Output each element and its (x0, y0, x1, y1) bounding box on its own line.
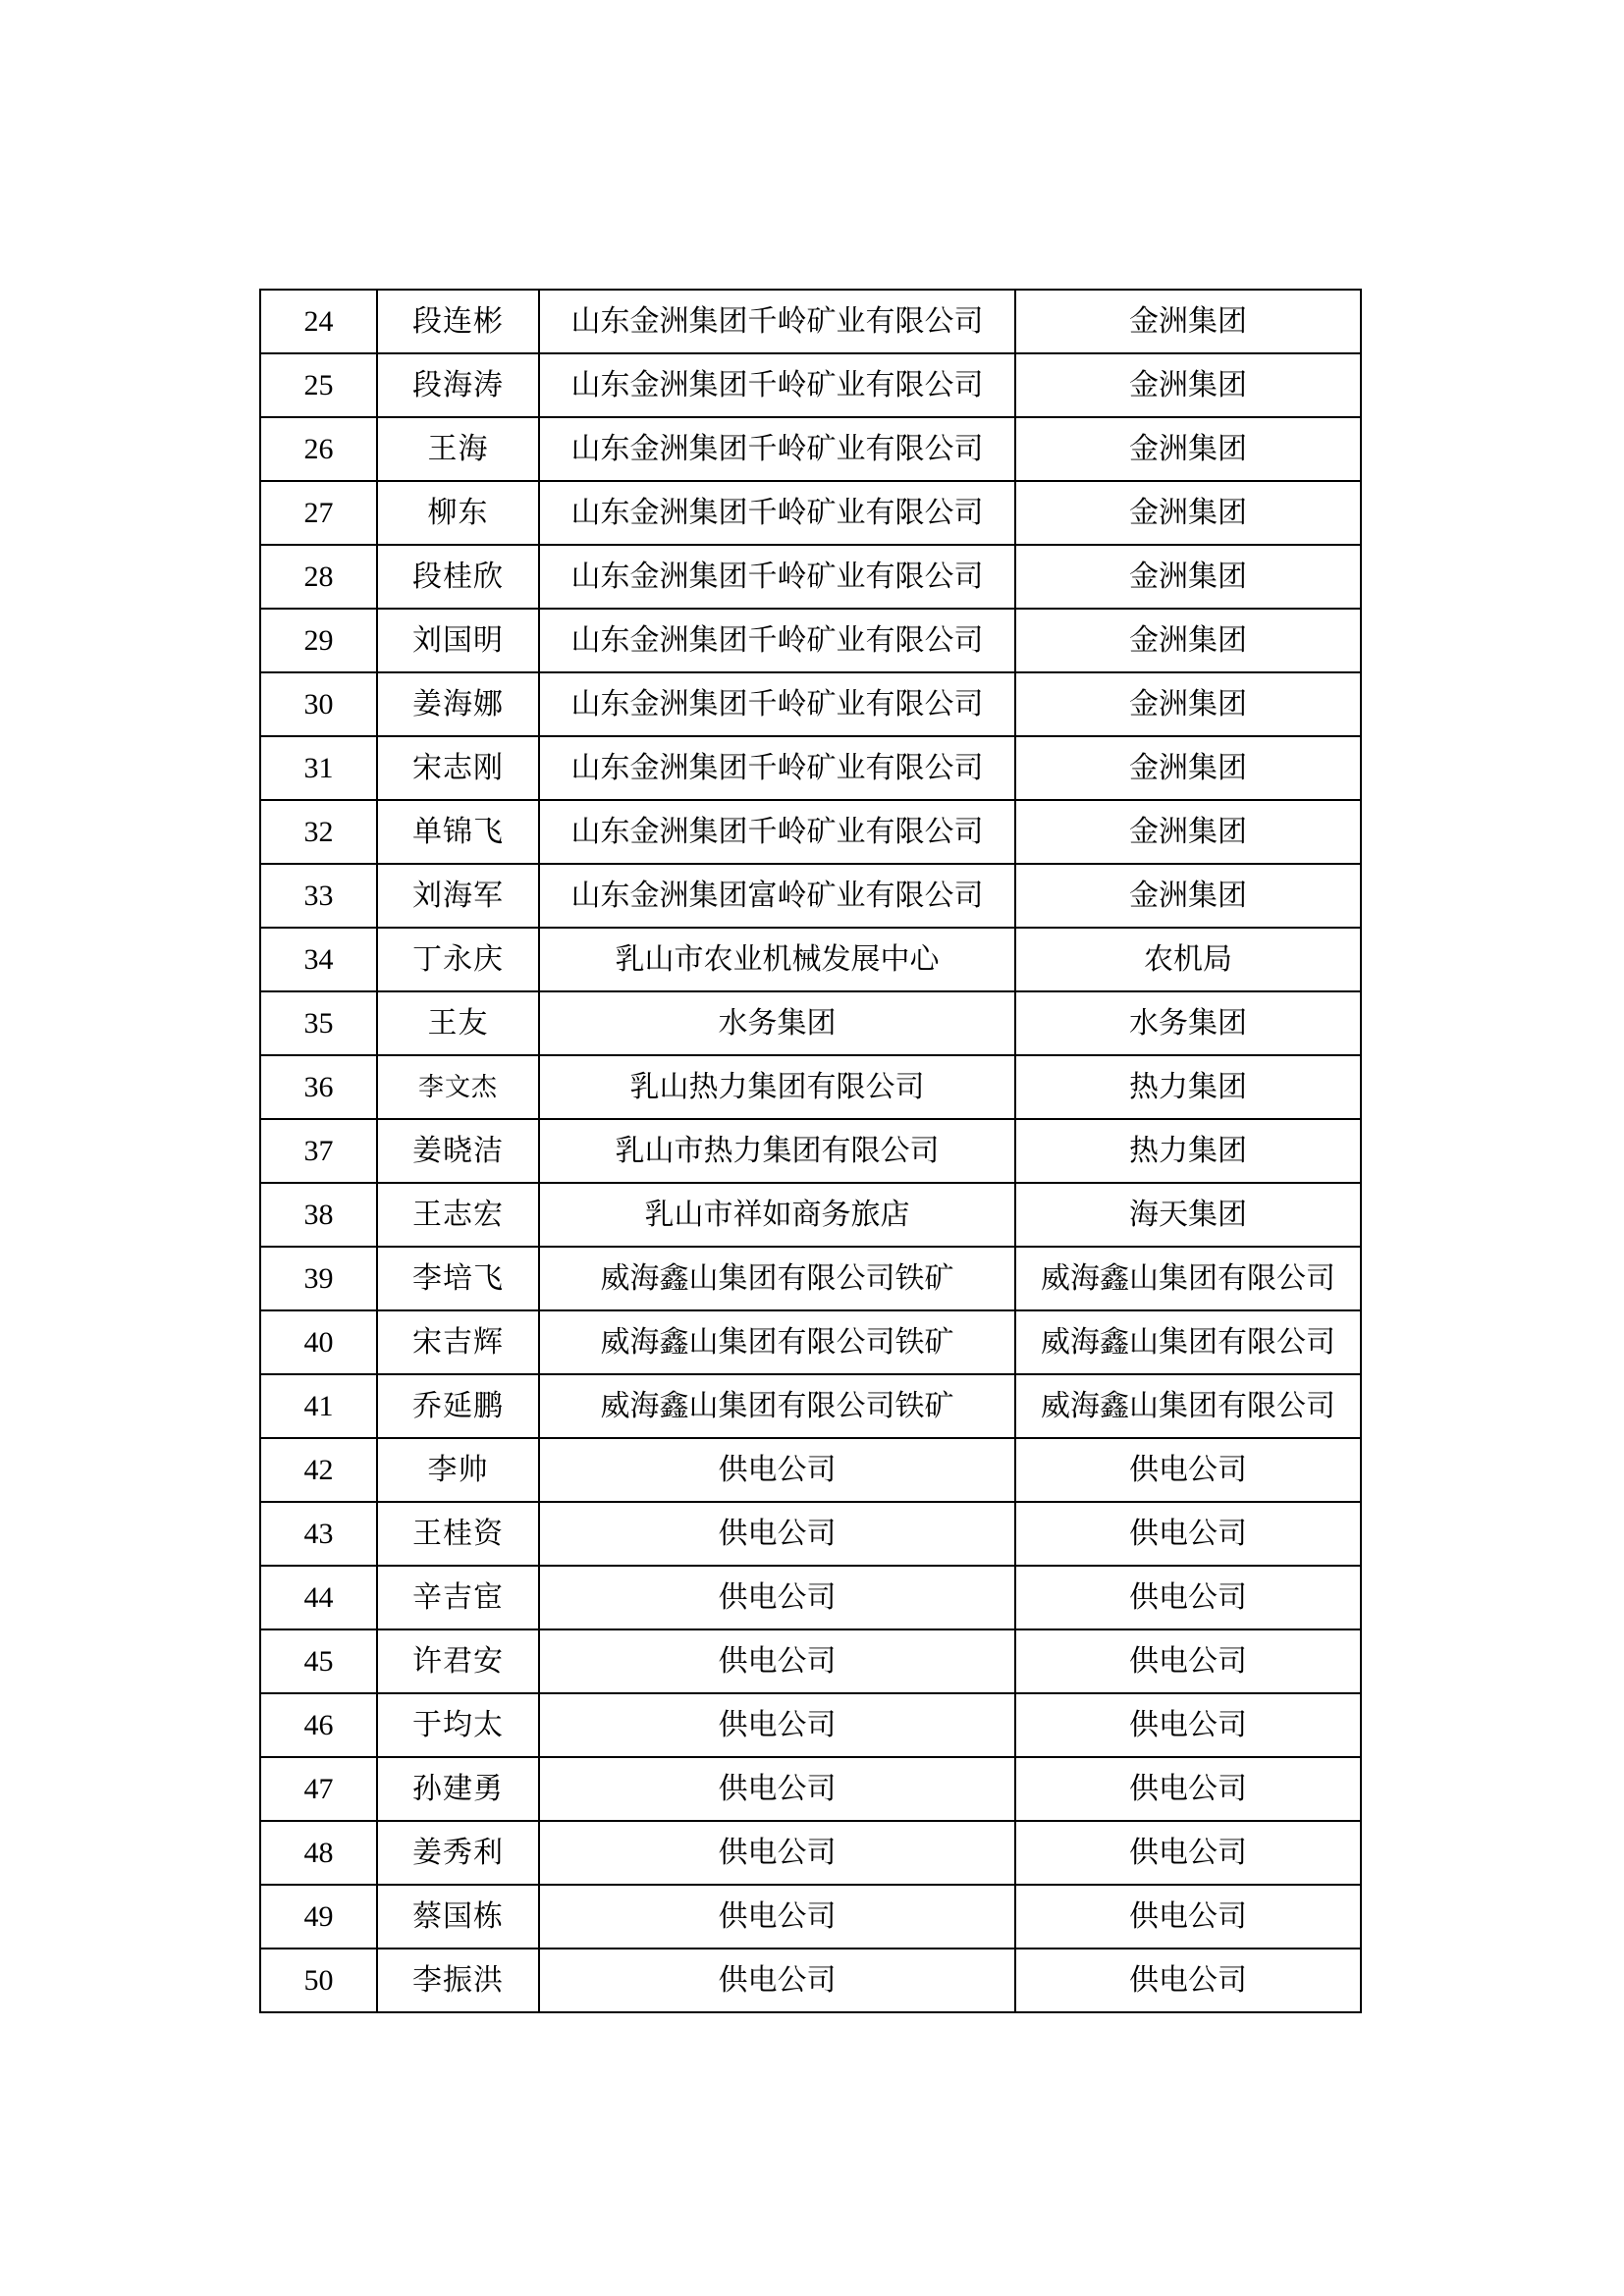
table-row (260, 1566, 1361, 1629)
parent-group-cell: 供电公司 (1015, 1502, 1361, 1566)
row-number-cell: 30 (260, 672, 377, 736)
parent-group-cell: 金洲集团 (1015, 609, 1361, 672)
table-row (260, 1310, 1361, 1374)
person-name-cell: 柳东 (377, 481, 539, 545)
work-unit-cell: 供电公司 (539, 1949, 1015, 2012)
work-unit-cell: 供电公司 (539, 1885, 1015, 1949)
work-unit-cell: 供电公司 (539, 1438, 1015, 1502)
table-row (260, 1885, 1361, 1949)
row-number-cell: 40 (260, 1310, 377, 1374)
parent-group-cell: 农机局 (1015, 928, 1361, 991)
table-row (260, 991, 1361, 1055)
parent-group-cell: 供电公司 (1015, 1885, 1361, 1949)
work-unit-cell: 山东金洲集团千岭矿业有限公司 (539, 417, 1015, 481)
row-number-cell: 38 (260, 1183, 377, 1247)
parent-group-cell: 海天集团 (1015, 1183, 1361, 1247)
parent-group-cell: 金洲集团 (1015, 672, 1361, 736)
row-number-cell: 44 (260, 1566, 377, 1629)
work-unit-cell: 山东金洲集团千岭矿业有限公司 (539, 672, 1015, 736)
parent-group-cell: 金洲集团 (1015, 736, 1361, 800)
row-number-cell: 37 (260, 1119, 377, 1183)
table-row (260, 481, 1361, 545)
row-number-cell: 34 (260, 928, 377, 991)
person-name-cell: 姜秀利 (377, 1821, 539, 1885)
work-unit-cell: 乳山市热力集团有限公司 (539, 1119, 1015, 1183)
table-row (260, 545, 1361, 609)
parent-group-cell: 威海鑫山集团有限公司 (1015, 1247, 1361, 1310)
row-number-cell: 48 (260, 1821, 377, 1885)
table-row (260, 1055, 1361, 1119)
row-number-cell: 49 (260, 1885, 377, 1949)
person-name-cell: 单锦飞 (377, 800, 539, 864)
parent-group-cell: 热力集团 (1015, 1119, 1361, 1183)
person-name-cell: 王海 (377, 417, 539, 481)
person-name-cell: 孙建勇 (377, 1757, 539, 1821)
table-row (260, 290, 1361, 353)
person-name-cell: 刘海军 (377, 864, 539, 928)
person-name-cell: 段海涛 (377, 353, 539, 417)
row-number-cell: 27 (260, 481, 377, 545)
parent-group-cell: 供电公司 (1015, 1949, 1361, 2012)
work-unit-cell: 乳山市农业机械发展中心 (539, 928, 1015, 991)
work-unit-cell: 乳山热力集团有限公司 (539, 1055, 1015, 1119)
work-unit-cell: 山东金洲集团千岭矿业有限公司 (539, 800, 1015, 864)
work-unit-cell: 供电公司 (539, 1629, 1015, 1693)
parent-group-cell: 热力集团 (1015, 1055, 1361, 1119)
parent-group-cell: 金洲集团 (1015, 545, 1361, 609)
row-number-cell: 42 (260, 1438, 377, 1502)
parent-group-cell: 金洲集团 (1015, 353, 1361, 417)
table-row (260, 353, 1361, 417)
person-name-cell: 李培飞 (377, 1247, 539, 1310)
table-row (260, 736, 1361, 800)
table-row (260, 417, 1361, 481)
table-row (260, 800, 1361, 864)
table-row (260, 1757, 1361, 1821)
person-name-cell: 辛吉宦 (377, 1566, 539, 1629)
row-number-cell: 50 (260, 1949, 377, 2012)
person-name-cell: 乔延鹏 (377, 1374, 539, 1438)
work-unit-cell: 供电公司 (539, 1566, 1015, 1629)
work-unit-cell: 供电公司 (539, 1821, 1015, 1885)
parent-group-cell: 水务集团 (1015, 991, 1361, 1055)
table-row (260, 928, 1361, 991)
table-row (260, 672, 1361, 736)
parent-group-cell: 金洲集团 (1015, 417, 1361, 481)
person-name-cell: 姜晓洁 (377, 1119, 539, 1183)
work-unit-cell: 山东金洲集团千岭矿业有限公司 (539, 481, 1015, 545)
parent-group-cell: 供电公司 (1015, 1438, 1361, 1502)
person-name-cell: 王友 (377, 991, 539, 1055)
row-number-cell: 41 (260, 1374, 377, 1438)
work-unit-cell: 威海鑫山集团有限公司铁矿 (539, 1374, 1015, 1438)
person-name-cell: 姜海娜 (377, 672, 539, 736)
person-name-cell: 丁永庆 (377, 928, 539, 991)
table-row (260, 1247, 1361, 1310)
work-unit-cell: 山东金洲集团千岭矿业有限公司 (539, 736, 1015, 800)
work-unit-cell: 乳山市祥如商务旅店 (539, 1183, 1015, 1247)
work-unit-cell: 山东金洲集团千岭矿业有限公司 (539, 353, 1015, 417)
table-row (260, 1629, 1361, 1693)
roster-table-body (260, 290, 1361, 2012)
table-row (260, 609, 1361, 672)
table-row (260, 1119, 1361, 1183)
table-row (260, 1502, 1361, 1566)
parent-group-cell: 金洲集团 (1015, 290, 1361, 353)
work-unit-cell: 威海鑫山集团有限公司铁矿 (539, 1310, 1015, 1374)
table-row (260, 1693, 1361, 1757)
person-name-cell: 许君安 (377, 1629, 539, 1693)
work-unit-cell: 水务集团 (539, 991, 1015, 1055)
parent-group-cell: 供电公司 (1015, 1757, 1361, 1821)
row-number-cell: 47 (260, 1757, 377, 1821)
row-number-cell: 28 (260, 545, 377, 609)
work-unit-cell: 山东金洲集团千岭矿业有限公司 (539, 545, 1015, 609)
table-row (260, 1949, 1361, 2012)
row-number-cell: 24 (260, 290, 377, 353)
work-unit-cell: 山东金洲集团千岭矿业有限公司 (539, 609, 1015, 672)
row-number-cell: 31 (260, 736, 377, 800)
table-row (260, 1183, 1361, 1247)
person-name-cell: 李振洪 (377, 1949, 539, 2012)
work-unit-cell: 供电公司 (539, 1757, 1015, 1821)
person-name-cell: 于均太 (377, 1693, 539, 1757)
person-name-cell: 刘国明 (377, 609, 539, 672)
parent-group-cell: 威海鑫山集团有限公司 (1015, 1310, 1361, 1374)
parent-group-cell: 金洲集团 (1015, 481, 1361, 545)
row-number-cell: 32 (260, 800, 377, 864)
parent-group-cell: 供电公司 (1015, 1566, 1361, 1629)
table-row (260, 1438, 1361, 1502)
row-number-cell: 26 (260, 417, 377, 481)
person-name-cell: 王桂资 (377, 1502, 539, 1566)
row-number-cell: 36 (260, 1055, 377, 1119)
work-unit-cell: 威海鑫山集团有限公司铁矿 (539, 1247, 1015, 1310)
person-name-cell: 宋志刚 (377, 736, 539, 800)
work-unit-cell: 山东金洲集团千岭矿业有限公司 (539, 290, 1015, 353)
row-number-cell: 45 (260, 1629, 377, 1693)
person-name-cell: 蔡国栋 (377, 1885, 539, 1949)
person-name-cell: 段连彬 (377, 290, 539, 353)
work-unit-cell: 供电公司 (539, 1693, 1015, 1757)
work-unit-cell: 山东金洲集团富岭矿业有限公司 (539, 864, 1015, 928)
person-name-cell: 李帅 (377, 1438, 539, 1502)
table-row (260, 864, 1361, 928)
table-row (260, 1374, 1361, 1438)
roster-table (259, 289, 1362, 2013)
person-name-cell: 李文杰 (377, 1055, 539, 1119)
parent-group-cell: 金洲集团 (1015, 864, 1361, 928)
parent-group-cell: 供电公司 (1015, 1821, 1361, 1885)
parent-group-cell: 供电公司 (1015, 1629, 1361, 1693)
row-number-cell: 25 (260, 353, 377, 417)
parent-group-cell: 金洲集团 (1015, 800, 1361, 864)
row-number-cell: 33 (260, 864, 377, 928)
table-row (260, 1821, 1361, 1885)
row-number-cell: 43 (260, 1502, 377, 1566)
parent-group-cell: 供电公司 (1015, 1693, 1361, 1757)
row-number-cell: 29 (260, 609, 377, 672)
row-number-cell: 35 (260, 991, 377, 1055)
row-number-cell: 46 (260, 1693, 377, 1757)
work-unit-cell: 供电公司 (539, 1502, 1015, 1566)
row-number-cell: 39 (260, 1247, 377, 1310)
person-name-cell: 王志宏 (377, 1183, 539, 1247)
parent-group-cell: 威海鑫山集团有限公司 (1015, 1374, 1361, 1438)
person-name-cell: 宋吉辉 (377, 1310, 539, 1374)
person-name-cell: 段桂欣 (377, 545, 539, 609)
